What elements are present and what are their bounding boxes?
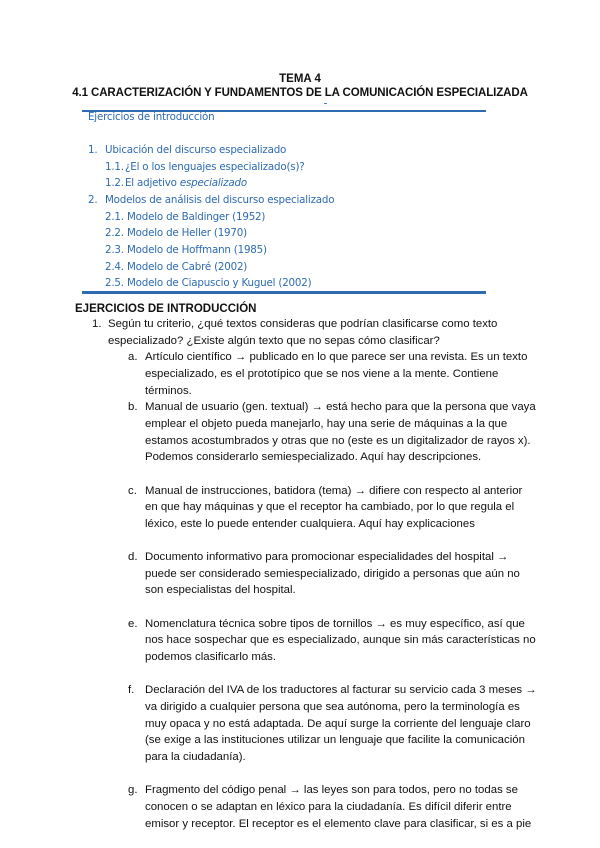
toc-item-number: 1.1. [105,160,124,173]
answer-line: son especialistas del hospital. [145,584,296,597]
question-line: Según tu criterio, ¿qué textos consideras que podrían clasificarse como texto [108,318,498,330]
answer-letter: f. [128,684,135,697]
toc-item-label: Modelo de Hoffmann (1985) [127,243,267,256]
answer-line: para la ciudadanía). [145,751,246,763]
toc-item-label: El adjetivo [125,177,180,190]
answer-line: puede ser considerado semiespecializado, dirigido a personas que aún no [145,567,520,580]
toc-item[interactable] [88,194,334,206]
toc-item-number: 2.5. [105,277,124,290]
answer-letter: c. [128,484,137,497]
answer-letter: a. [128,351,138,364]
toc-heading: Ejercicios de introducción [88,111,215,123]
answer-line: Documento informativo para promocionar especialidades del hospital → [145,551,509,564]
question-1 [0,316,600,349]
answer-item [0,682,600,765]
answer-line: estamos acostumbrados y otras que no (este es un digitalizador de rayos x). [145,434,531,447]
toc-item-number: 2.4. [105,260,124,273]
toc-item-label: Ubicación del discurso especializado [105,144,287,156]
answer-line: emisor y receptor. El receptor es el elemento clave para clasificar, si es a pie [145,817,532,830]
toc-item-label: Modelo de Ciapuscio y Kuguel (2002) [127,277,312,290]
toc-item-label: ¿El o los lenguajes especializado(s)? [125,160,305,173]
answer-item [0,549,600,599]
toc-item-number: 2.2. [105,227,124,240]
question-line: especializado? ¿Existe algún texto que no sepas cómo clasificar? [108,334,440,347]
answer-line: conocen o se adaptan en léxico para la ciudadanía. Es difícil diferir entre [145,800,512,813]
answer-item [0,483,600,533]
answer-line: muy opaca y no está adaptada. De aquí surge la corriente del lenguaje claro [145,717,531,730]
toc-bottom-rule [82,291,486,294]
toc-item[interactable] [88,144,286,156]
toc-item[interactable] [105,177,247,189]
toc-item[interactable] [105,261,247,273]
answer-line: términos. [145,384,192,397]
toc-item-italic: especializado [179,177,247,190]
toc-item[interactable] [105,161,305,173]
answer-line: en que hay máquinas y que el receptor ha cambiado, por lo que regula el [145,501,515,514]
answer-line: Artículo científico → publicado en lo que parece ser una revista. Es un texto [145,351,528,364]
answer-line: (se exige a las instituciones utilizar un lenguaje que facilite la comunicación [145,734,525,747]
answer-item [0,782,600,832]
answer-line: Manual de instrucciones, batidora (tema) → difiere con respecto al anterior [145,484,523,497]
toc-item-label: Modelo de Heller (1970) [127,227,247,240]
answer-letter: b. [128,401,138,414]
toc-item[interactable] [105,211,265,223]
toc-item-number: 2.1. [105,210,124,223]
toc-item[interactable] [105,244,267,256]
toc-item[interactable] [105,277,311,289]
answer-item [0,399,600,466]
answer-line: Fragmento del código penal → las leyes son para todos, pero no todas se [145,784,518,797]
answer-line: Nomenclatura técnica sobre tipos de tornillos → es muy específico, así que [145,617,525,630]
toc-item-number: 1.2. [105,177,124,190]
section-heading: EJERCICIOS DE INTRODUCCIÓN [75,303,257,315]
answer-item [0,616,600,666]
toc-item-number: 2.3. [105,243,124,256]
answer-line: especializado, es el prototípico que se nos viene a la mente. Contiene [145,367,499,380]
answer-letter: g. [128,784,138,797]
answer-line: va dirigido a cualquier persona que sea autónoma, pero la terminología es [145,701,520,714]
toc-item-label: Modelo de Baldinger (1952) [127,210,266,223]
toc-item[interactable] [105,227,247,239]
answer-letter: e. [128,617,138,630]
answer-line: Declaración del IVA de los traductores al facturar su servicio cada 3 meses → [145,684,537,697]
toc-item-label: Modelo de Cabré (2002) [127,260,248,273]
toc-item-number: 2. [88,193,98,206]
toc-item-number: 1. [88,144,98,156]
answer-list [0,349,600,832]
answer-line: podemos clasificarlo más. [145,651,277,664]
answer-line: Manual de usuario (gen. textual) → está hecho para que la persona que vaya [145,401,536,414]
question-number: 1. [92,318,102,330]
answer-line: emplear el objeto pueda manejarlo, hay una serie de máquinas a la que [145,417,508,430]
document-body [0,316,600,832]
document-title: TEMA 4 [279,73,321,85]
toc-item-label: Modelos de análisis del discurso especializado [105,193,335,206]
answer-line: léxico, este lo puede entender cualquiera. Aquí hay explicaciones [145,517,475,530]
document-subtitle: 4.1 CARACTERIZACIÓN Y FUNDAMENTOS DE LA COMUNICACIÓN ESPECIALIZADA [72,87,528,99]
answer-letter: d. [128,551,138,564]
answer-item [0,349,600,399]
answer-line: Podemos considerarlo semiespecializado. Aquí hay descripciones. [145,451,482,464]
decorative-dash [324,103,327,104]
answer-line: nos hace sospechar que es especializado, aunque sin más características no [145,634,536,647]
